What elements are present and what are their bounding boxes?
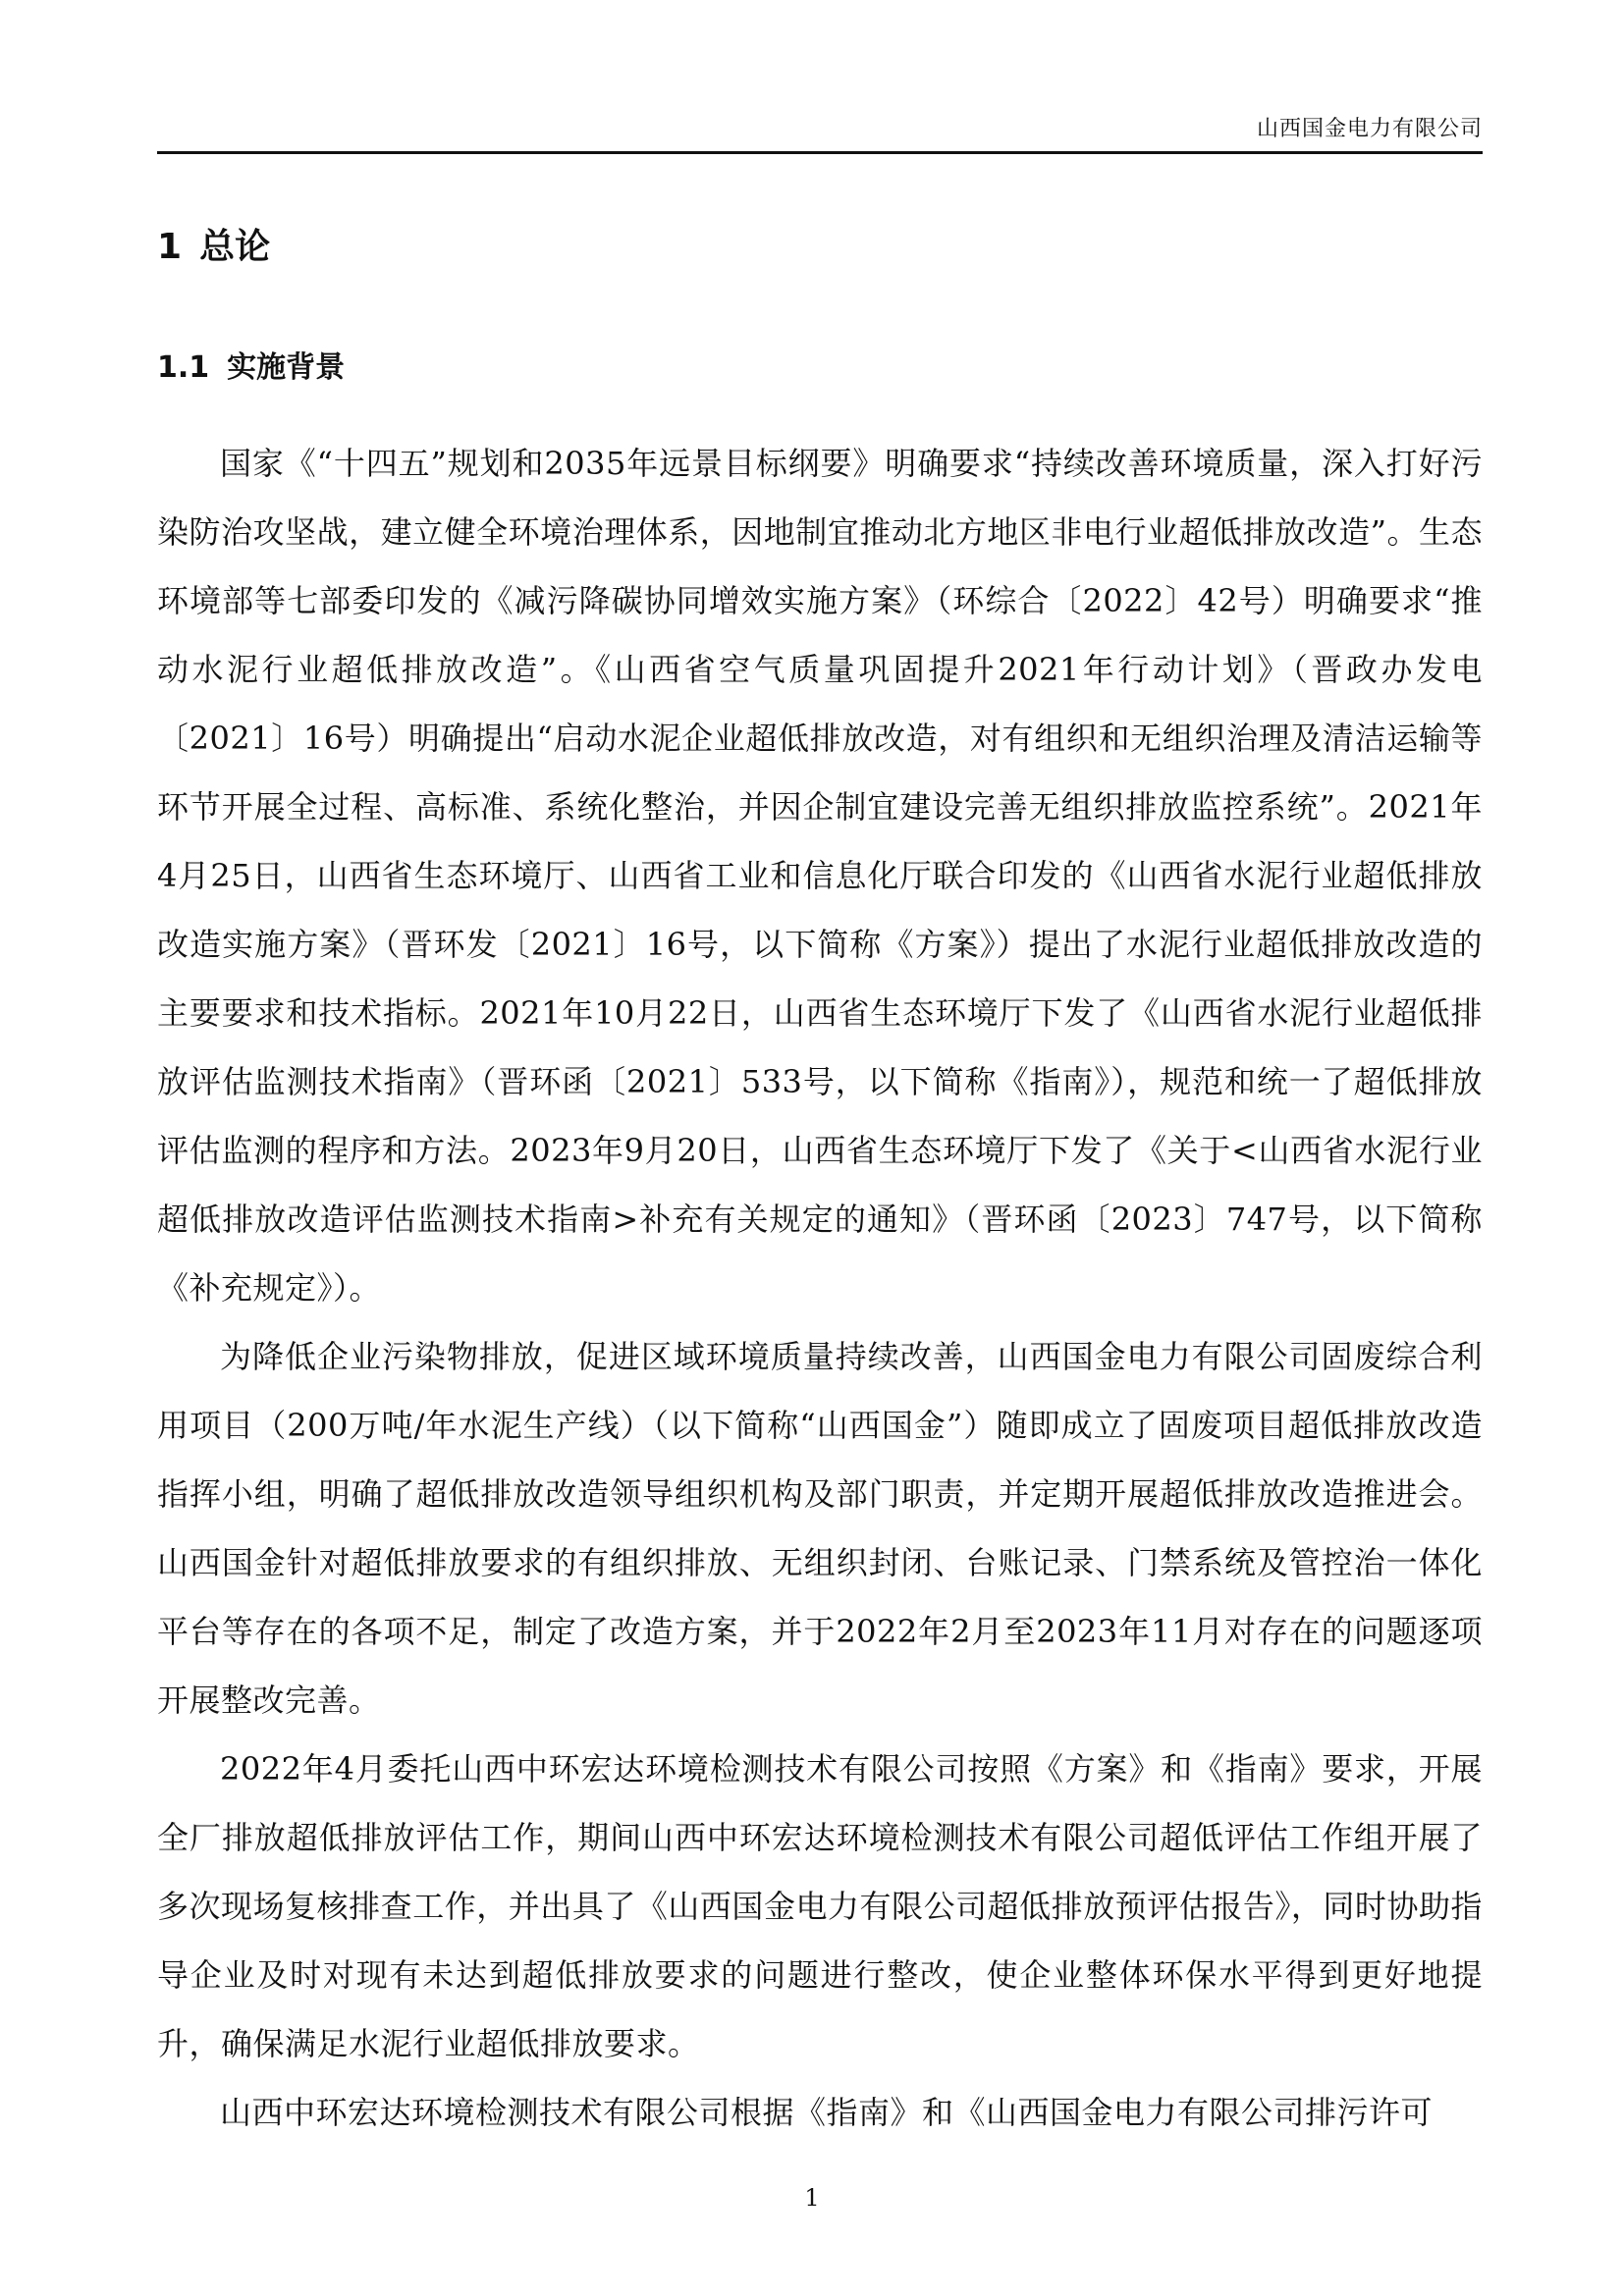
chapter-number: 1 [157, 227, 183, 267]
chapter-title-text: 总论 [199, 227, 271, 267]
page-header [157, 116, 1483, 154]
section-number: 1.1 [157, 350, 210, 385]
paragraph-company-rectification: 为降低企业污染物排放，促进区域环境质量持续改善，山西国金电力有限公司固废综合利用项目（200万吨/年水泥生产线）（以下简称“山西国金”）随即成立了固废项目超低排放改造指挥小组，明确了超低排放改造领导组织机构及部门职责，并定期开展超低排放改造推进会。山西国金针对超低排放要求的有组织排放、无组织封闭、台账记录、门禁系统及管控治一体化平台等存在的各项不足，制定了改造方案，并于2022年2月至2023年11月对存在的问题逐项开展整改完善。 [157, 1338, 1483, 1719]
chapter-title [157, 224, 270, 271]
paragraph-assessment-commission: 2022年4月委托山西中环宏达环境检测技术有限公司按照《方案》和《指南》要求，开展全厂排放超低排放评估工作，期间山西中环宏达环境检测技术有限公司超低评估工作组开展了多次现场复核排查工作，并出具了《山西国金电力有限公司超低排放预评估报告》，同时协助指导企业及时对现有未达到超低排放要求的问题进行整改，使企业整体环保水平得到更好地提升，确保满足水泥行业超低排放要求。 [157, 1750, 1483, 2062]
header-organization: 山西国金电力有限公司 [1256, 117, 1483, 141]
paragraph-background-policy: 国家《“十四五”规划和2035年远景目标纲要》明确要求“持续改善环境质量，深入打好污染防治攻坚战，建立健全环境治理体系，因地制宜推动北方地区非电行业超低排放改造”。生态环境部等七部委印发的《减污降碳协同增效实施方案》（环综合〔2022〕42号）明确要求“推动水泥行业超低排放改造”。《山西省空气质量巩固提升2021年行动计划》（晋政办发电〔2021〕16号）明确提出“启动水泥企业超低排放改造，对有组织和无组织治理及清洁运输等环节开展全过程、高标准、系统化整治，并因企制宜建设完善无组织排放监控系统”。2021年4月25日，山西省生态环境厅、山西省工业和信息化厅联合印发的《山西省水泥行业超低排放改造实施方案》（晋环发〔2021〕16号，以下简称《方案》）提出了水泥行业超低排放改造的主要要求和技术指标。2021年10月22日，山西省生态环境厅下发了《山西省水泥行业超低排放评估监测技术指南》（晋环函〔2021〕533号，以下简称《指南》），规范和统一了超低排放评估监测的程序和方法。2023年9月20日，山西省生态环境厅下发了《关于<山西省水泥行业超低排放改造评估监测技术指南>补充有关规定的通知》（晋环函〔2023〕747号，以下简称《补充规定》）。 [157, 445, 1483, 1307]
section-title [157, 348, 345, 388]
page-number: 1 [804, 2184, 820, 2212]
body-text [157, 429, 1483, 2147]
paragraph-assessment-basis: 山西中环宏达环境检测技术有限公司根据《指南》和《山西国金电力有限公司排污许可 [220, 2094, 1434, 2131]
section-title-text: 实施背景 [227, 350, 346, 385]
